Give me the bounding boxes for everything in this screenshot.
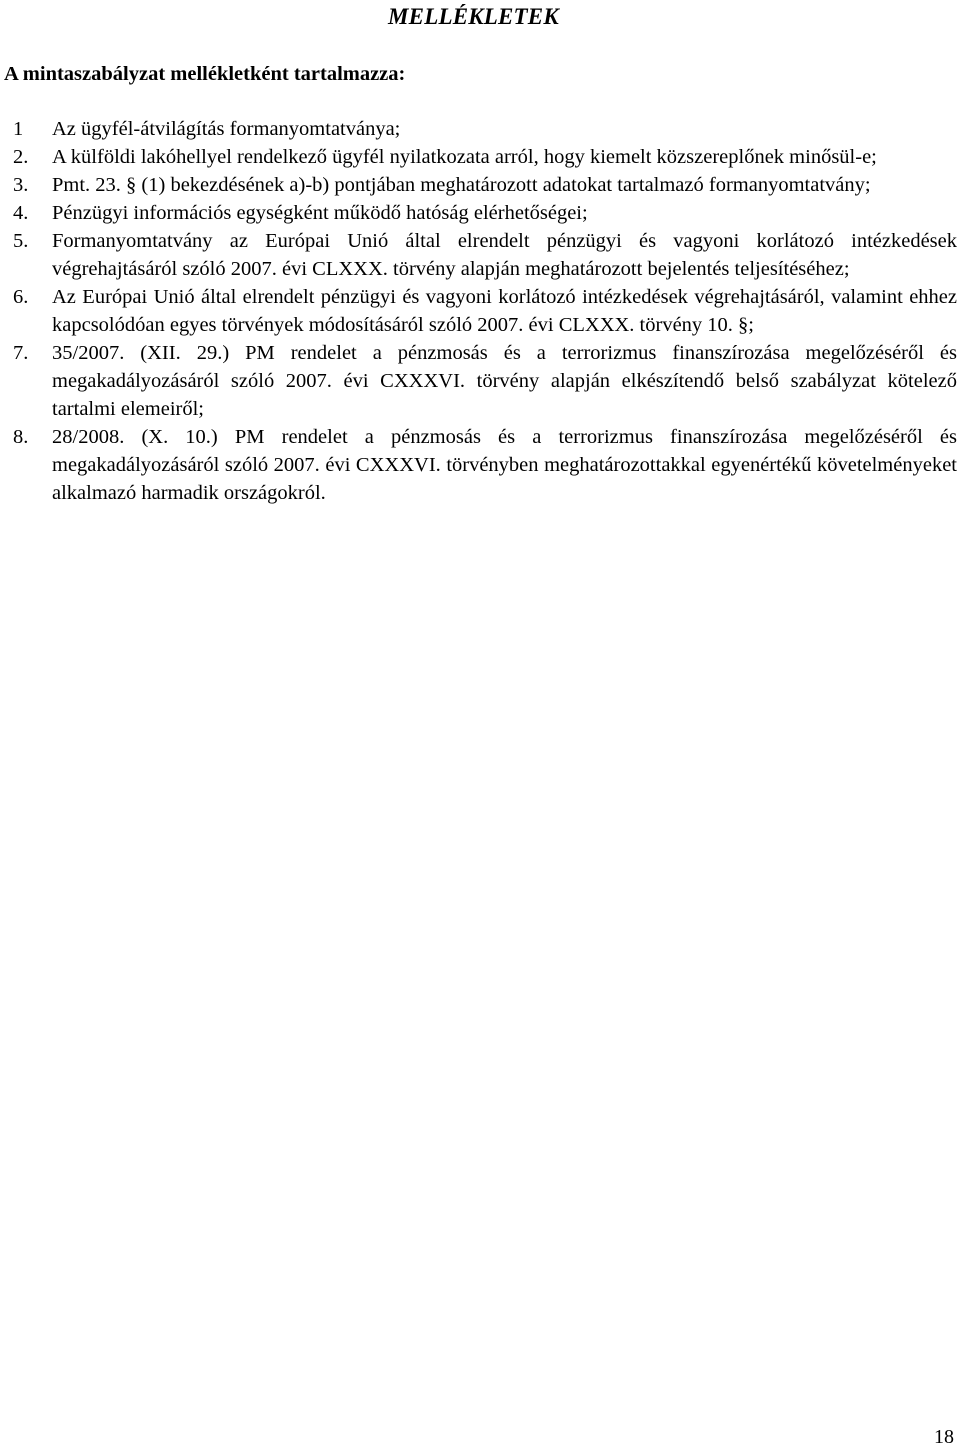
annex-list [0,115,960,507]
list-item-text: Pmt. 23. § (1) bekezdésének a)-b) pontjában meghatározott adatokat tartalmazó formanyomtatvány; [52,174,871,196]
list-item [0,339,957,423]
list-item-number: 6. [13,286,29,308]
list-item-number: 7. [13,342,29,364]
list-item-text: 35/2007. (XII. 29.) PM rendelet a pénzmosás és a terrorizmus finanszírozása megelőzéséről és megakadályozásáról szóló 2007. évi CXXXVI. törvény alapján elkészítendő belső szabályzat kötelező tartalmi elemeiről; [52,342,957,420]
list-item [0,227,957,283]
list-item [0,283,957,339]
list-item-number: 1 [13,118,24,140]
list-item-text: Formanyomtatvány az Európai Unió által elrendelt pénzügyi és vagyoni korlátozó intézkedések végrehajtásáról szóló 2007. évi CLXXX. törvény alapján meghatározott bejelentés teljesítéséhez; [52,230,957,280]
list-item [0,115,957,143]
list-item-text: Pénzügyi információs egységként működő hatóság elérhetőségei; [52,202,588,224]
list-item [0,423,957,507]
page-header-title: MELLÉKLETEK [388,4,559,29]
list-item-text: Az Európai Unió által elrendelt pénzügyi és vagyoni korlátozó intézkedések végrehajtásáról, valamint ehhez kapcsolódóan egyes törvények módosításáról szóló 2007. évi CLXXX. törvény 10. §; [52,286,957,336]
list-item [0,199,957,227]
list-item-number: 4. [13,202,29,224]
list-item-number: 8. [13,426,29,448]
list-item [0,143,957,171]
list-item-number: 3. [13,174,29,196]
page-number: 18 [934,1426,954,1448]
list-item-text: 28/2008. (X. 10.) PM rendelet a pénzmosás és a terrorizmus finanszírozása megelőzéséről és megakadályozásáról szóló 2007. évi CXXXVI. törvényben meghatározottakkal egyenértékű követelményeket alkalmazó harmadik országokról. [52,426,957,504]
list-item-number: 5. [13,230,29,252]
intro-heading: A mintaszabályzat mellékletként tartalmazza: [4,63,406,85]
list-item-text: A külföldi lakóhellyel rendelkező ügyfél nyilatkozata arról, hogy kiemelt közszereplőnek minősül-e; [52,146,877,168]
list-item-text: Az ügyfél-átvilágítás formanyomtatványa; [52,118,401,140]
list-item [0,171,957,199]
list-item-number: 2. [13,146,29,168]
